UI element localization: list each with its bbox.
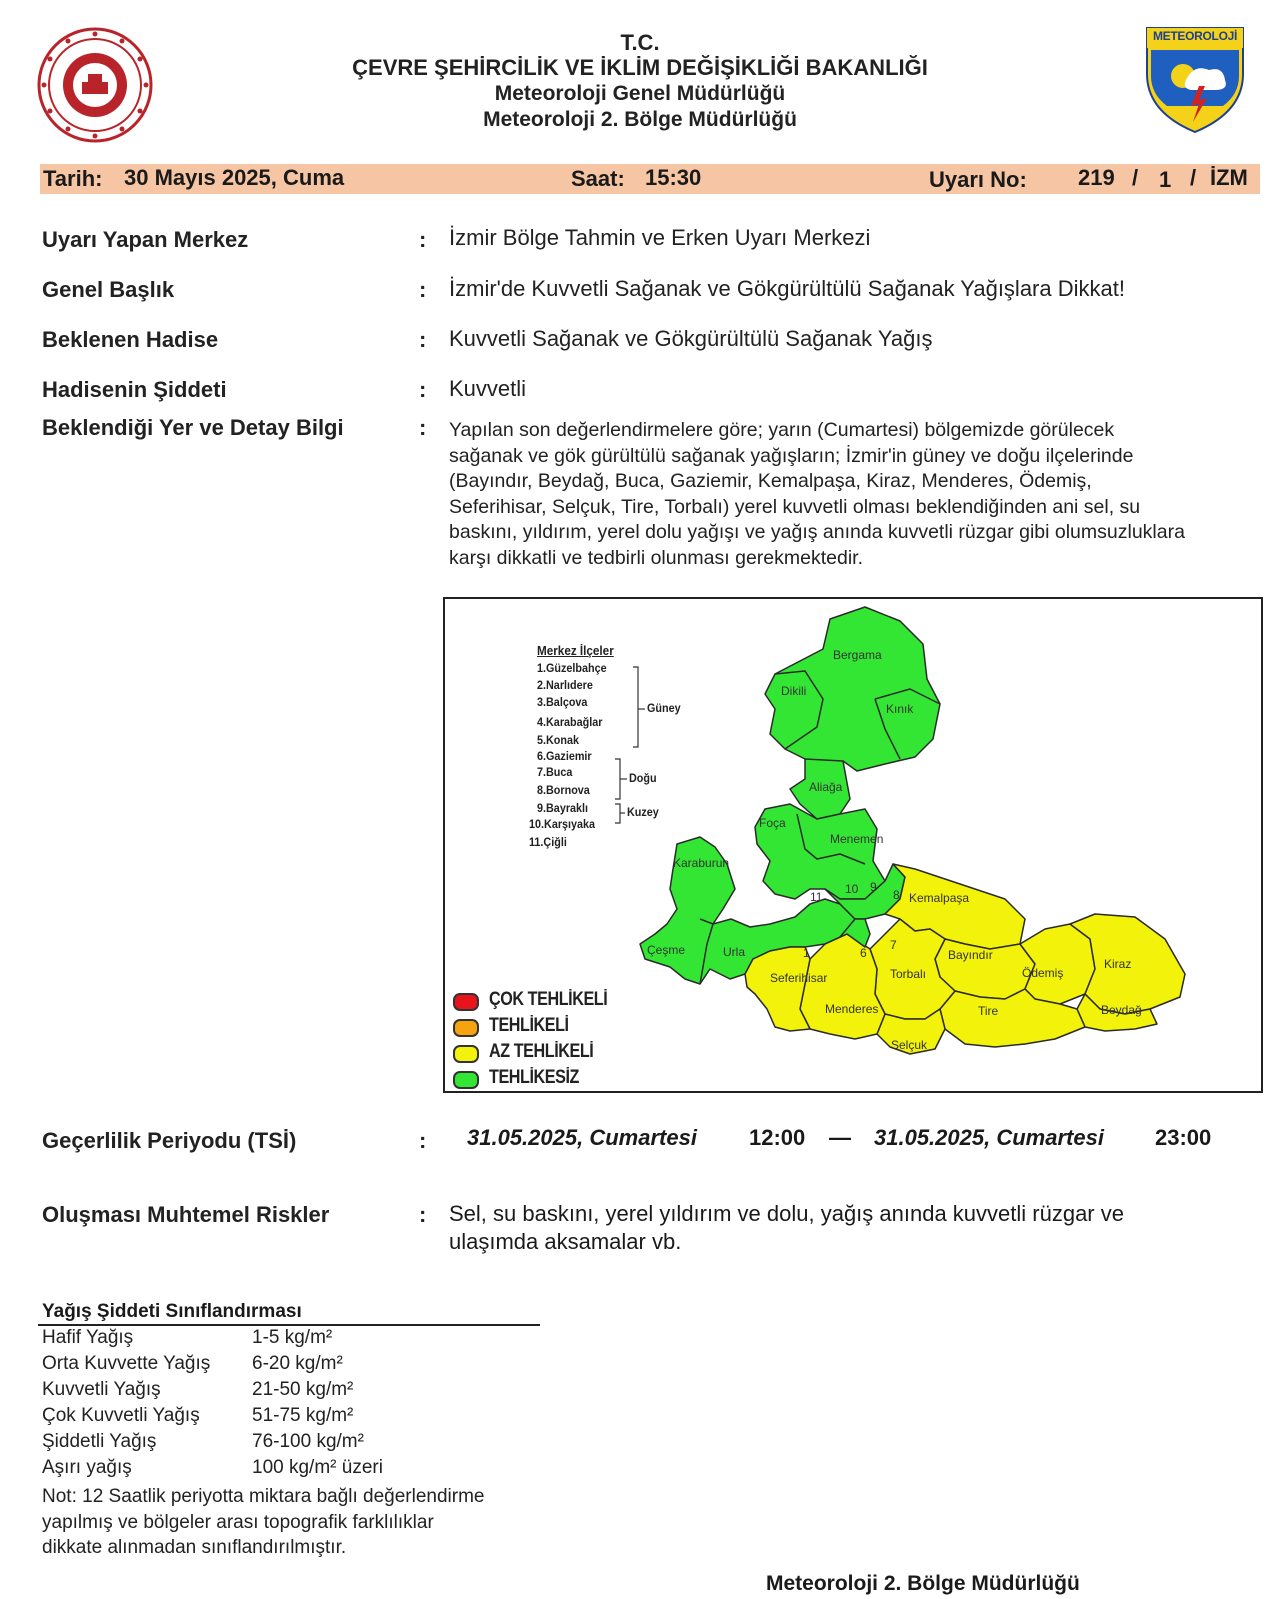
meteoroloji-logo-text: METEOROLOJİ — [1152, 29, 1238, 43]
note-line: dikkate alınmadan sınıflandırılmıştır. — [42, 1537, 347, 1558]
map-label-aliaga: Aliağa — [809, 780, 843, 794]
row-value: 1-5 kg/m² — [252, 1327, 333, 1348]
map-group-kuzey: Kuzey — [627, 805, 659, 819]
detay-colon: : — [419, 415, 427, 440]
merkez-value: İzmir Bölge Tahmin ve Erken Uyarı Merkezi — [449, 225, 871, 250]
tarih-label: Tarih: — [43, 166, 103, 191]
baslik-value: İzmir'de Kuvvetli Sağanak ve Gökgürültülü Sağanak Yağışlara Dikkat! — [449, 276, 1125, 301]
legend-label: AZ TEHLİKELİ — [489, 1041, 594, 1062]
map-label-odemis: Ödemiş — [1022, 966, 1064, 980]
merkez-colon: : — [419, 227, 427, 252]
map-label-foca: Foça — [759, 816, 786, 830]
risk-line: Sel, su baskını, yerel yıldırım ve dolu, yağış anında kuvvetli rüzgar ve — [449, 1201, 1124, 1226]
row-name: Kuvvetli Yağış — [42, 1379, 161, 1400]
hadise-label: Beklenen Hadise — [42, 327, 219, 352]
classification-note — [42, 1484, 485, 1561]
map-list-item: 10.Karşıyaka — [529, 817, 596, 831]
map-list-title: Merkez İlçeler — [537, 643, 614, 658]
saat-value: 15:30 — [645, 165, 702, 190]
map-label-dikili: Dikili — [781, 684, 807, 698]
map-district-seferihisar — [745, 947, 810, 1031]
map-label-n7: 7 — [890, 938, 897, 952]
detay-line: karşı dikkatli ve tedbirli olunması gerekmektedir. — [449, 546, 864, 569]
risk-colon: : — [419, 1202, 427, 1227]
row-value: 21-50 kg/m² — [252, 1379, 354, 1400]
map-label-n10: 10 — [845, 882, 859, 896]
siddet-label: Hadisenin Şiddeti — [42, 377, 227, 402]
header-directorate: Meteoroloji Genel Müdürlüğü — [494, 82, 786, 105]
row-name: Hafif Yağış — [42, 1327, 134, 1348]
row-value: 51-75 kg/m² — [252, 1405, 354, 1426]
map-label-kiraz: Kiraz — [1104, 957, 1132, 971]
map-label-tire: Tire — [978, 1004, 999, 1018]
map-list-item: 9.Bayraklı — [537, 801, 589, 815]
map-group-guney: Güney — [647, 701, 681, 715]
uyari-no-value: 219 — [1078, 165, 1115, 190]
note-line: yapılmış ve bölgeler arası topografik farklılıklar — [42, 1511, 434, 1533]
legend-dot-orange — [453, 1019, 479, 1037]
uyari-no-sep2: / — [1190, 165, 1197, 190]
map-label-bergama: Bergama — [833, 648, 882, 662]
map-label-torbali: Torbalı — [890, 967, 927, 981]
classification-title: Yağış Şiddeti Sınıflandırması — [42, 1301, 302, 1322]
map-list-item: 6.Gaziemir — [537, 749, 592, 763]
map-list-item: 7.Buca — [537, 765, 573, 779]
legend-label: ÇOK TEHLİKELİ — [489, 989, 608, 1010]
map-label-n11: 11 — [810, 890, 823, 904]
classification-row — [42, 1431, 364, 1453]
map-label-seferihisar: Seferihisar — [770, 971, 828, 985]
period-dash: — — [829, 1125, 851, 1150]
row-name: Orta Kuvvette Yağış — [42, 1353, 211, 1374]
map-list-item: 3.Balçova — [537, 695, 588, 709]
note-line: Not: 12 Saatlik periyotta miktara bağlı değerlendirme — [42, 1486, 485, 1507]
map-list-item: 11.Çiğli — [529, 835, 567, 849]
legend-label: TEHLİKELİ — [489, 1015, 569, 1036]
period-end-time: 23:00 — [1155, 1125, 1212, 1150]
map-list-item: 4.Karabağlar — [537, 715, 603, 729]
map-label-kinik: Kınık — [886, 702, 914, 716]
classification-row — [42, 1405, 354, 1427]
detay-line: Seferihisar, Selçuk, Tire, Torbalı) yerel kuvvetli olması beklendiğinden ani sel, su — [449, 495, 1141, 518]
classification-row — [42, 1457, 383, 1479]
row-name: Şiddetli Yağış — [42, 1431, 157, 1452]
period-start-time: 12:00 — [749, 1125, 806, 1150]
detay-text — [449, 418, 1269, 571]
map-label-menderes: Menderes — [825, 1002, 879, 1016]
map-list-item: 2.Narlıdere — [537, 678, 593, 692]
classification-rule — [38, 1324, 540, 1326]
map-label-urla: Urla — [723, 945, 746, 959]
map-label-karaburun: Karaburun — [673, 856, 730, 870]
period-colon: : — [419, 1128, 427, 1153]
legend-label: TEHLİKESİZ — [489, 1067, 579, 1088]
legend-dot-green — [453, 1071, 479, 1089]
map-list-item: 8.Bornova — [537, 783, 590, 797]
classification-row — [42, 1353, 343, 1375]
siddet-value: Kuvvetli — [449, 376, 527, 401]
detay-line: Yapılan son değerlendirmelere göre; yarın (Cumartesi) bölgemizde görülecek — [449, 419, 1115, 441]
baslik-label: Genel Başlık — [42, 277, 175, 302]
map-label-n8: 8 — [893, 888, 900, 902]
header-region: Meteoroloji 2. Bölge Müdürlüğü — [483, 108, 797, 131]
warning-map — [443, 597, 1263, 1093]
map-label-n6: 6 — [860, 946, 867, 960]
row-value: 76-100 kg/m² — [252, 1431, 364, 1452]
map-label-menemen: Menemen — [830, 832, 884, 846]
period-end-date: 31.05.2025, Cumartesi — [874, 1125, 1104, 1150]
map-group-dogu: Doğu — [629, 771, 657, 785]
uyari-no-sep1: / — [1132, 165, 1139, 190]
map-list-item: 5.Konak — [537, 733, 580, 747]
row-name: Aşırı yağış — [42, 1457, 132, 1478]
classification-row — [42, 1379, 354, 1401]
map-label-kemalpasa: Kemalpaşa — [909, 891, 970, 905]
map-list-item: 1.Güzelbahçe — [537, 661, 607, 675]
period-start-date: 31.05.2025, Cumartesi — [467, 1125, 697, 1150]
header-ministry: ÇEVRE ŞEHİRCİLİK VE İKLİM DEĞİŞİKLİĞİ BAKANLIĞI — [352, 55, 928, 80]
detay-line: sağanak ve gök gürültülü sağanak yağışların; İzmir'in güney ve doğu ilçelerinde — [449, 444, 1134, 467]
classification-row — [42, 1327, 333, 1349]
map-label-beydag: Beydağ — [1101, 1003, 1142, 1017]
map-label-cesme: Çeşme — [647, 943, 686, 957]
legend-dot-red — [453, 993, 479, 1011]
uyari-no-label: Uyarı No: — [929, 167, 1027, 192]
detay-label: Beklendiği Yer ve Detay Bilgi — [42, 415, 344, 440]
map-label-bayindir: Bayındır — [948, 948, 993, 962]
row-value: 100 kg/m² üzeri — [252, 1457, 383, 1478]
saat-label: Saat: — [571, 166, 625, 191]
row-value: 6-20 kg/m² — [252, 1353, 343, 1374]
siddet-colon: : — [419, 377, 427, 402]
uyari-no-part2: 1 — [1159, 167, 1172, 192]
detay-line: (Bayındır, Beydağ, Buca, Gaziemir, Kemalpaşa, Kiraz, Menderes, Ödemiş, — [449, 470, 1092, 492]
map-label-n1: 1 — [803, 946, 810, 960]
uyari-no-part3: İZM — [1210, 165, 1248, 190]
footer-signature: Meteoroloji 2. Bölge Müdürlüğü — [766, 1572, 1080, 1595]
risk-label: Oluşması Muhtemel Riskler — [42, 1202, 330, 1227]
risk-text — [449, 1200, 1124, 1256]
baslik-colon: : — [419, 277, 427, 302]
risk-line: ulaşımda aksamalar vb. — [449, 1229, 682, 1254]
map-label-selcuk: Selçuk — [891, 1038, 928, 1052]
tarih-value: 30 Mayıs 2025, Cuma — [124, 165, 345, 190]
hadise-colon: : — [419, 327, 427, 352]
row-name: Çok Kuvvetli Yağış — [42, 1405, 200, 1426]
legend-dot-yellow — [453, 1045, 479, 1063]
meteoroloji-shield-logo — [1143, 24, 1247, 134]
detay-line: baskını, yıldırım, yerel dolu yağışı ve yağış anında kuvvetli rüzgar gibi olumsuzluklara — [449, 521, 1185, 543]
period-label: Geçerlilik Periyodu (TSİ) — [42, 1128, 297, 1153]
map-label-n9: 9 — [870, 880, 877, 894]
hadise-value: Kuvvetli Sağanak ve Gökgürültülü Sağanak Yağış — [449, 326, 933, 351]
header-tc: T.C. — [620, 30, 660, 55]
merkez-label: Uyarı Yapan Merkez — [42, 227, 249, 252]
